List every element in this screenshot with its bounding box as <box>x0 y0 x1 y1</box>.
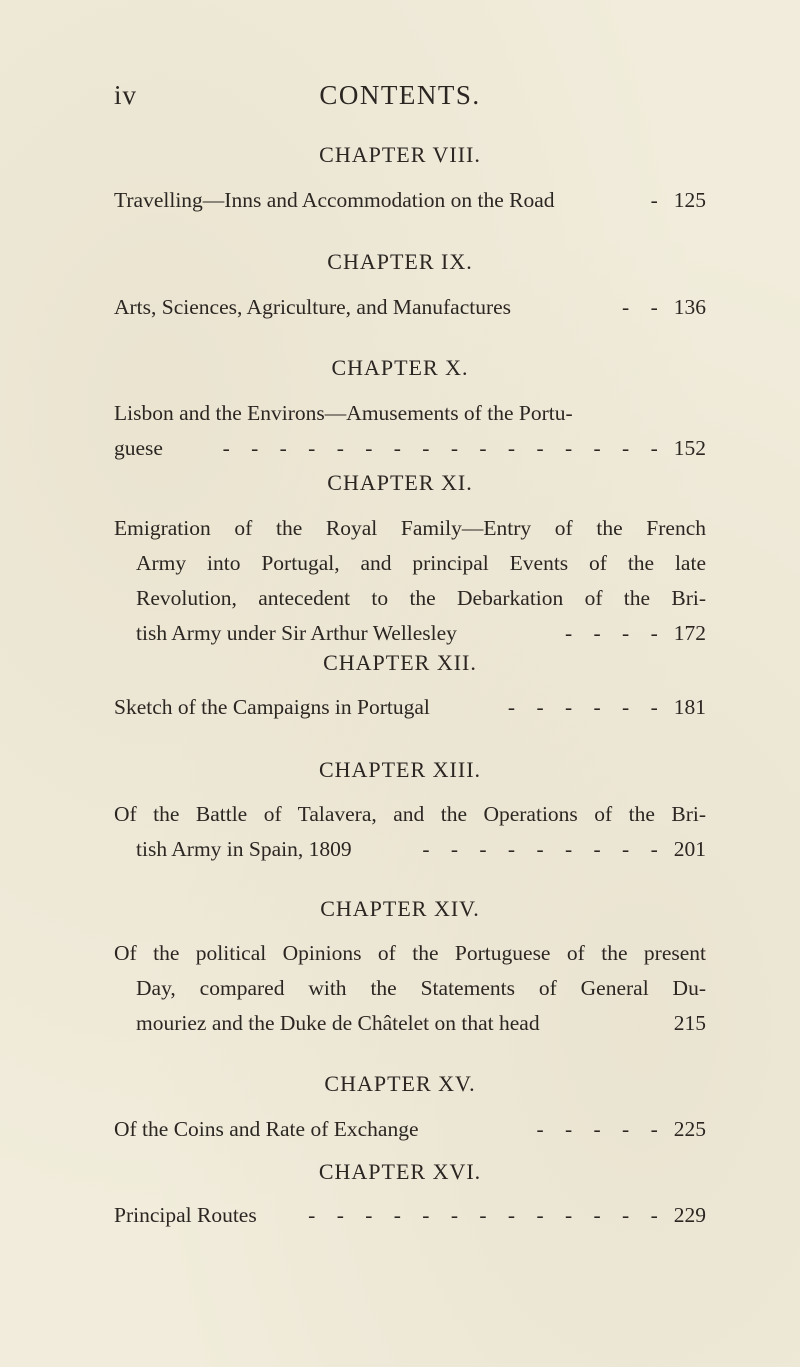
entry-line: Day, compared with the Statements of General Du- <box>136 976 706 1000</box>
page-title: CONTENTS. <box>319 80 481 110</box>
toc-entry[interactable] <box>114 690 706 725</box>
entry-text: Of the Coins and Rate of Exchange <box>114 1117 419 1141</box>
toc-entry[interactable] <box>114 936 706 1041</box>
entry-line <box>114 616 706 651</box>
entry-line <box>114 1112 706 1147</box>
page-number: 136 <box>673 295 706 319</box>
entry-line: Army into Portugal, and principal Events of the late <box>136 551 706 575</box>
dot-leader: - - - - - - - - - <box>422 837 666 861</box>
dot-leader: - - - - <box>564 621 666 645</box>
toc-entry[interactable] <box>114 797 706 867</box>
page-folio: iv <box>114 80 138 110</box>
toc-entry[interactable] <box>114 290 706 325</box>
entry-line: Emigration of the Royal Family—Entry of the French <box>114 516 706 540</box>
entry-line: Lisbon and the Environs—Amusements of the Portu- <box>114 401 573 425</box>
dot-leader: - - - - - - - - - - - - - <box>308 1203 666 1227</box>
chapter-heading: CHAPTER X. <box>331 355 469 380</box>
entry-line <box>114 690 706 725</box>
page-number: 229 <box>673 1203 706 1227</box>
dot-leader: - <box>650 188 666 212</box>
entry-line: Revolution, antecedent to the Debarkation of the Bri- <box>136 586 706 610</box>
page-number: 225 <box>673 1117 706 1141</box>
chapter-heading: CHAPTER XIV. <box>320 896 480 921</box>
page-number: 125 <box>673 188 706 212</box>
entry-text: Travelling—Inns and Accommodation on the Road <box>114 188 555 212</box>
entry-text: guese <box>114 436 163 460</box>
entry-text: tish Army under Sir Arthur Wellesley <box>136 621 457 645</box>
toc-entry[interactable] <box>114 1112 706 1147</box>
chapter-heading: CHAPTER VIII. <box>319 142 481 167</box>
dot-leader: - - - - - - <box>507 695 666 719</box>
entry-text: Arts, Sciences, Agriculture, and Manufactures <box>114 295 512 319</box>
entry-line <box>114 1198 706 1233</box>
page-number: 172 <box>673 621 706 645</box>
dot-leader: - - <box>622 295 666 319</box>
entry-text: mouriez and the Duke de Châtelet on that head <box>136 1011 540 1035</box>
toc-entry[interactable] <box>114 396 706 466</box>
chapter-heading: CHAPTER IX. <box>327 249 473 274</box>
entry-line <box>114 183 706 218</box>
chapter-heading: CHAPTER XII. <box>323 650 477 675</box>
entry-line <box>114 431 706 466</box>
toc-entry[interactable] <box>114 183 706 218</box>
entry-text: Sketch of the Campaigns in Portugal <box>114 695 430 719</box>
toc-entry[interactable] <box>114 1198 706 1233</box>
entry-line <box>114 1006 706 1041</box>
running-head <box>0 80 800 120</box>
chapter-heading: CHAPTER XVI. <box>318 1159 482 1184</box>
chapter-heading: CHAPTER XV. <box>324 1071 476 1096</box>
page-number: 201 <box>673 837 706 861</box>
page-number: 152 <box>673 436 706 460</box>
entry-text: Principal Routes <box>114 1203 257 1227</box>
entry-line: Of the Battle of Talavera, and the Operations of the Bri- <box>114 802 706 826</box>
entry-text: tish Army in Spain, 1809 <box>136 837 352 861</box>
page-number: 215 <box>673 1011 706 1035</box>
chapter-heading: CHAPTER XI. <box>327 470 473 495</box>
entry-line: Of the political Opinions of the Portuguese of the present <box>114 941 706 965</box>
dot-leader: - - - - - <box>536 1117 666 1141</box>
page-number: 181 <box>673 695 706 719</box>
toc-entry[interactable] <box>114 511 706 651</box>
entry-line <box>114 290 706 325</box>
entry-line <box>114 832 706 867</box>
dot-leader: - - - - - - - - - - - - - - - - <box>222 436 666 460</box>
chapter-heading: CHAPTER XIII. <box>318 757 482 782</box>
